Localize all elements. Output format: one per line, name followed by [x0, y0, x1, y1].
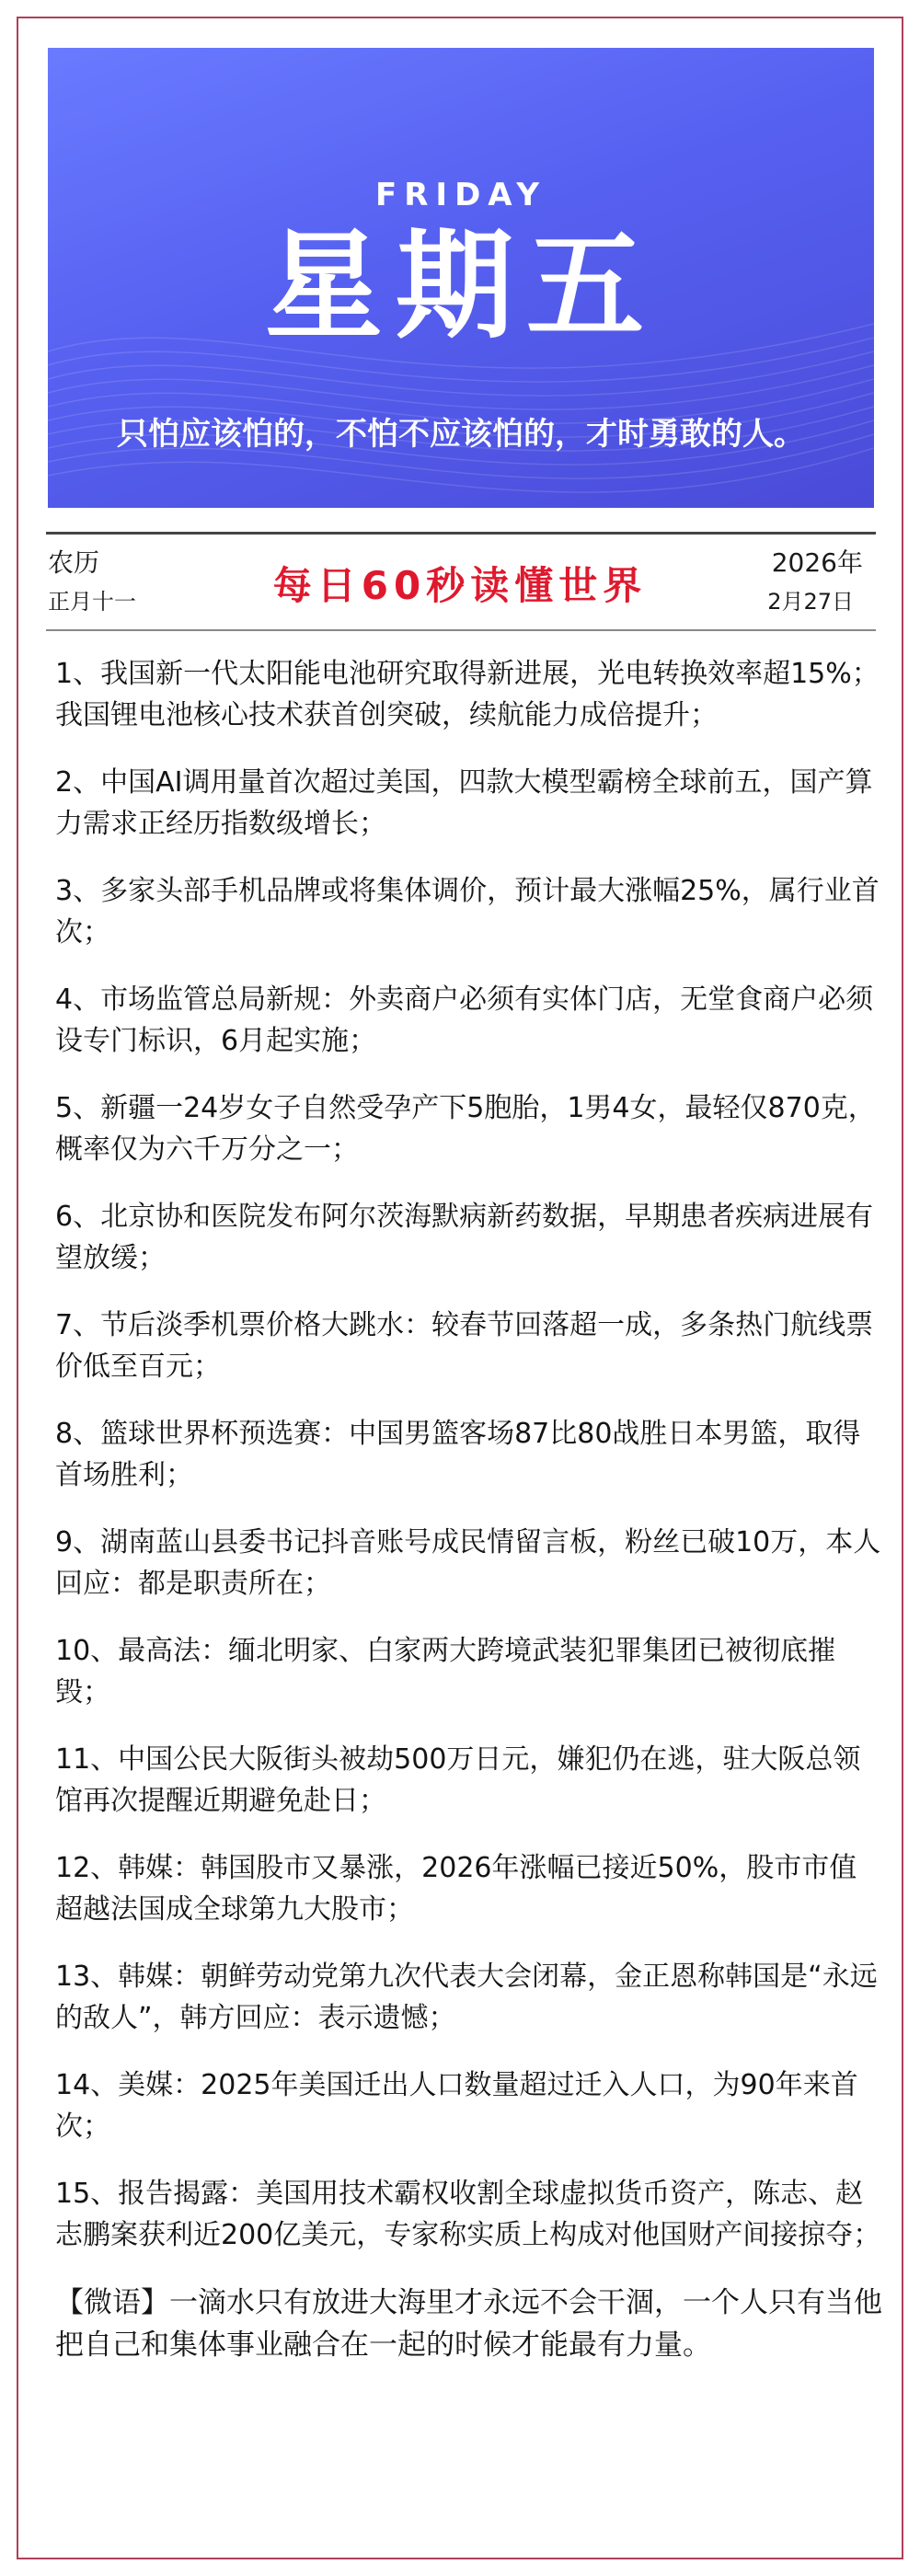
news-item-4: 4、市场监管总局新规：外卖商户必须有实体门店，无堂食商户必须设专门标识，6月起实施；: [55, 983, 874, 1057]
news-item-14: 14、美媒：2025年美国迁出人口数量超过迁入人口，为90年来首次；: [55, 2069, 858, 2143]
news-item-10: 10、最高法：缅北明家、白家两大跨境武装犯罪集团已被彻底摧毁；: [55, 1635, 836, 1708]
headline-title: 每日60秒读懂世界: [272, 563, 648, 608]
weekday-chinese: 星期五: [264, 218, 657, 355]
news-item-15: 15、报告揭露：美国用技术霸权收割全球虚拟货币资产，陈志、赵志鹏案获利近200亿美元，专家称实质上构成对他国财产间接掠夺；: [55, 2178, 881, 2251]
news-item-3: 3、多家头部手机品牌或将集体调价，预计最大涨幅25%，属行业首次；: [55, 875, 880, 949]
news-item-6: 6、北京协和医院发布阿尔茨海默病新药数据，早期患者疾病进展有望放缓；: [55, 1201, 874, 1274]
calendar-date: 2月27日: [767, 589, 854, 615]
bottom-divider: [46, 629, 876, 631]
news-item-5: 5、新疆一24岁女子自然受孕产下5胞胎，1男4女，最轻仅870克，概率仅为六千万分之一；: [55, 1092, 876, 1166]
news-item-13: 13、韩媒：朝鲜劳动党第九次代表大会闭幕，金正恩称韩国是“永远的敌人”，韩方回应：表示遗憾；: [55, 1961, 878, 2034]
motto-text: 只怕应该怕的，不怕不应该怕的，才时勇敢的人。: [117, 416, 805, 453]
top-divider: [46, 532, 876, 535]
weekday-english: FRIDAY: [375, 177, 546, 213]
calendar-year: 2026年: [771, 547, 863, 578]
lunar-date: 正月十一: [48, 589, 136, 615]
news-item-11: 11、中国公民大阪街头被劫500万日元，嫌犯仍在逃，驻大阪总领馆再次提醒近期避免赴日；: [55, 1743, 861, 1817]
daily-quote: 【微语】一滴水只有放进大海里才永远不会干涸，一个人只有当他把自己和集体事业融合在一起的时候才能最有力量。: [55, 2286, 882, 2362]
news-item-9: 9、湖南蓝山县委书记抖音账号成民情留言板，粉丝已破10万，本人回应：都是职责所在；: [55, 1526, 881, 1600]
news-item-2: 2、中国AI调用量首次超过美国，四款大模型霸榜全球前五，国产算力需求正经历指数级增长；: [55, 766, 873, 840]
news-item-12: 12、韩媒：韩国股市又暴涨，2026年涨幅已接近50%，股市市值超越法国成全球第九大股市；: [55, 1852, 857, 1926]
lunar-label: 农历: [48, 547, 100, 578]
header-banner: [48, 48, 874, 508]
news-list: [46, 653, 883, 2395]
news-item-8: 8、篮球世界杯预选赛：中国男篮客场87比80战胜日本男篮，取得首场胜利；: [55, 1418, 861, 1491]
news-item-1: 1、我国新一代太阳能电池研究取得新进展，光电转换效率超15%；我国锂电池核心技术获首创突破，续航能力成倍提升；: [55, 658, 880, 731]
news-item-7: 7、节后淡季机票价格大跳水：较春节回落超一成，多条热门航线票价低至百元；: [55, 1309, 874, 1383]
